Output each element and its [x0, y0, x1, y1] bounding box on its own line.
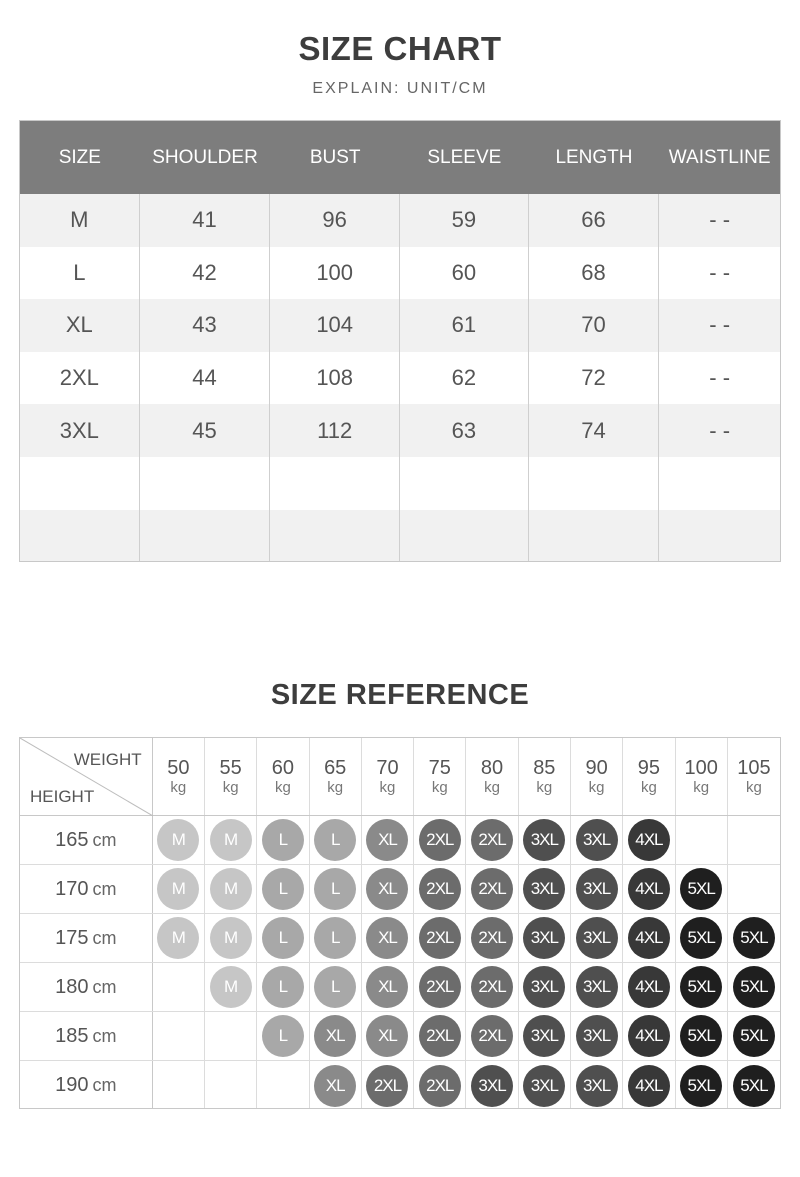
- height-value: 185: [55, 1024, 89, 1047]
- size-chart-row: [20, 352, 780, 405]
- weight-column-header: [623, 738, 675, 815]
- size-badge: 3XL: [576, 819, 618, 861]
- height-unit: cm: [92, 927, 117, 948]
- size-chart-row: [20, 457, 780, 510]
- size-cell: [571, 963, 623, 1011]
- size-badge: L: [262, 819, 304, 861]
- cell-bust: 100: [270, 247, 400, 300]
- weight-label: WEIGHT: [73, 750, 142, 769]
- size-badge: L: [262, 1015, 304, 1057]
- size-cell: [205, 865, 257, 913]
- size-cell: [257, 1012, 309, 1060]
- size-reference-title: SIZE REFERENCE: [270, 679, 530, 711]
- size-badge: 2XL: [471, 819, 513, 861]
- size-badge: M: [157, 819, 199, 861]
- size-cell: [623, 914, 675, 962]
- size-chart-header-row: [20, 121, 780, 194]
- weight-unit: kg: [536, 778, 553, 796]
- size-cell: [623, 1012, 675, 1060]
- cell-size: [20, 510, 140, 562]
- size-chart-row: [20, 247, 780, 300]
- size-cell: [519, 963, 571, 1011]
- size-reference-table: [19, 737, 781, 1109]
- weight-column-header: [676, 738, 728, 815]
- height-unit: cm: [92, 1075, 117, 1095]
- weight-value: 100: [684, 756, 718, 779]
- weight-value: 95: [637, 756, 660, 779]
- size-badge: 2XL: [419, 966, 461, 1008]
- size-reference-row: [20, 963, 780, 1012]
- size-reference-body: [20, 816, 780, 1109]
- size-badge: L: [314, 868, 356, 910]
- size-cell: [362, 914, 414, 962]
- height-label: HEIGHT: [30, 787, 95, 806]
- size-chart-row: [20, 404, 780, 457]
- size-cell: [310, 963, 362, 1011]
- size-cell: [153, 1061, 205, 1109]
- cell-bust: [270, 510, 400, 562]
- header-size: SIZE: [58, 146, 101, 168]
- cell-size: 3XL: [20, 404, 140, 457]
- size-badge: 4XL: [628, 917, 670, 959]
- size-badge: XL: [366, 1015, 408, 1057]
- height-cell: [20, 865, 153, 913]
- cell-waistline: - -: [709, 417, 731, 443]
- size-chart-body: [20, 194, 780, 562]
- weight-value: 70: [376, 756, 399, 779]
- size-cell: [466, 816, 518, 864]
- height-cell: [20, 963, 153, 1011]
- height-value: 190: [55, 1074, 89, 1096]
- size-reference-header-row: [20, 738, 780, 816]
- weight-unit: kg: [746, 778, 762, 796]
- height-unit: cm: [92, 1025, 117, 1046]
- cell-length: 72: [529, 352, 660, 405]
- size-badge: XL: [366, 966, 408, 1008]
- size-cell: [519, 1061, 571, 1109]
- size-badge: XL: [366, 868, 408, 910]
- size-badge: L: [262, 917, 304, 959]
- size-cell: [205, 1061, 257, 1109]
- size-badge: 5XL: [680, 917, 722, 959]
- height-value: 165: [55, 828, 89, 851]
- size-badge: 3XL: [523, 868, 565, 910]
- size-badge: 2XL: [471, 1015, 513, 1057]
- size-badge: L: [314, 966, 356, 1008]
- size-badge: 4XL: [628, 1015, 670, 1057]
- size-cell: [728, 816, 780, 864]
- size-badge: 5XL: [680, 1015, 722, 1057]
- header-bust: BUST: [309, 146, 361, 168]
- size-badge: 2XL: [366, 1065, 408, 1107]
- weight-column-header: [310, 738, 362, 815]
- cell-waistline: - -: [709, 259, 731, 285]
- size-cell: [623, 963, 675, 1011]
- size-cell: [466, 963, 518, 1011]
- size-badge: 2XL: [419, 917, 461, 959]
- size-cell: [676, 1012, 728, 1060]
- size-badge: 2XL: [419, 868, 461, 910]
- size-reference-row: [20, 816, 780, 865]
- header-sleeve: SLEEVE: [427, 146, 502, 168]
- size-cell: [362, 865, 414, 913]
- size-badge: 5XL: [733, 966, 775, 1008]
- size-badge: 3XL: [523, 819, 565, 861]
- weight-column-header: [571, 738, 623, 815]
- size-cell: [257, 914, 309, 962]
- cell-shoulder: 41: [140, 194, 271, 247]
- size-badge: L: [314, 917, 356, 959]
- size-cell: [676, 1061, 728, 1109]
- size-cell: [153, 816, 205, 864]
- cell-bust: [270, 457, 400, 510]
- height-value: 175: [55, 926, 89, 949]
- size-chart-title: SIZE CHART: [298, 30, 502, 67]
- cell-sleeve: 62: [400, 352, 529, 405]
- weight-unit: kg: [484, 778, 500, 796]
- size-cell: [414, 1012, 466, 1060]
- cell-length: 74: [529, 404, 660, 457]
- cell-bust: 96: [270, 194, 400, 247]
- size-cell: [310, 914, 362, 962]
- size-cell: [205, 816, 257, 864]
- size-cell: [362, 1061, 414, 1109]
- size-cell: [519, 865, 571, 913]
- size-cell: [414, 816, 466, 864]
- size-reference-row: [20, 1061, 780, 1109]
- size-cell: [676, 865, 728, 913]
- weight-value: 65: [324, 756, 347, 779]
- size-cell: [571, 865, 623, 913]
- size-badge: 4XL: [628, 868, 670, 910]
- size-chart-subtitle: EXPLAIN: UNIT/CM: [312, 80, 488, 97]
- height-cell: [20, 1012, 153, 1060]
- cell-waistline: [659, 457, 780, 510]
- size-badge: 4XL: [628, 1065, 670, 1107]
- height-cell: [20, 914, 153, 962]
- size-cell: [623, 1061, 675, 1109]
- cell-bust: 108: [270, 352, 400, 405]
- cell-sleeve: [400, 457, 529, 510]
- size-cell: [414, 963, 466, 1011]
- weight-column-header: [257, 738, 309, 815]
- size-badge: M: [210, 868, 252, 910]
- cell-length: [529, 510, 660, 562]
- cell-shoulder: 45: [140, 404, 271, 457]
- weight-unit: kg: [170, 778, 187, 796]
- size-cell: [571, 816, 623, 864]
- size-chart-row: [20, 510, 780, 562]
- size-badge: 5XL: [680, 966, 722, 1008]
- size-cell: [571, 1061, 623, 1109]
- header-shoulder: SHOULDER: [152, 146, 258, 168]
- cell-size: M: [20, 194, 140, 247]
- size-badge: XL: [366, 819, 408, 861]
- cell-size: [20, 457, 140, 510]
- weight-value: 50: [167, 756, 190, 779]
- cell-shoulder: 42: [140, 247, 271, 300]
- size-badge: 4XL: [628, 966, 670, 1008]
- size-cell: [414, 914, 466, 962]
- height-cell: [20, 816, 153, 864]
- size-chart-row: [20, 299, 780, 352]
- size-badge: 3XL: [576, 1015, 618, 1057]
- size-cell: [571, 914, 623, 962]
- height-unit: cm: [92, 976, 117, 997]
- cell-waistline: - -: [709, 365, 731, 391]
- size-badge: M: [157, 868, 199, 910]
- size-cell: [257, 1061, 309, 1109]
- weight-height-corner: [20, 738, 153, 815]
- weight-unit: kg: [640, 778, 657, 796]
- size-cell: [153, 914, 205, 962]
- size-cell: [414, 865, 466, 913]
- cell-length: [529, 457, 660, 510]
- size-badge: 2XL: [419, 819, 461, 861]
- size-badge: 5XL: [680, 868, 722, 910]
- size-cell: [676, 914, 728, 962]
- cell-size: 2XL: [20, 352, 140, 405]
- weight-column-header: [466, 738, 518, 815]
- cell-shoulder: [140, 457, 271, 510]
- size-badge: L: [262, 868, 304, 910]
- size-cell: [205, 1012, 257, 1060]
- size-cell: [310, 865, 362, 913]
- size-cell: [623, 865, 675, 913]
- weight-value: 80: [480, 756, 504, 779]
- size-badge: 3XL: [471, 1065, 513, 1107]
- size-cell: [571, 1012, 623, 1060]
- size-reference-row: [20, 865, 780, 914]
- size-badge: M: [210, 966, 252, 1008]
- cell-sleeve: 60: [400, 247, 529, 300]
- size-badge: 5XL: [733, 1015, 775, 1057]
- size-cell: [414, 1061, 466, 1109]
- size-cell: [519, 816, 571, 864]
- size-cell: [153, 865, 205, 913]
- size-cell: [153, 963, 205, 1011]
- size-chart-table: [19, 120, 781, 562]
- size-chart-row: [20, 194, 780, 247]
- weight-column-header: [153, 738, 205, 815]
- weight-value: 105: [737, 756, 771, 779]
- size-cell: [728, 1012, 780, 1060]
- cell-size: L: [20, 247, 140, 300]
- size-cell: [676, 816, 728, 864]
- cell-waistline: - -: [709, 312, 731, 338]
- size-cell: [362, 963, 414, 1011]
- weight-column-header: [205, 738, 257, 815]
- size-reference-row: [20, 1012, 780, 1061]
- size-reference-row: [20, 914, 780, 963]
- weight-column-header: [414, 738, 466, 815]
- weight-unit: kg: [693, 778, 710, 796]
- cell-sleeve: 61: [400, 299, 529, 352]
- cell-length: 70: [529, 299, 660, 352]
- size-badge: 3XL: [576, 917, 618, 959]
- size-cell: [310, 1061, 362, 1109]
- cell-shoulder: [140, 510, 271, 562]
- weight-column-header: [519, 738, 571, 815]
- size-badge: 3XL: [523, 1015, 565, 1057]
- cell-sleeve: 63: [400, 404, 529, 457]
- size-badge: XL: [314, 1065, 356, 1107]
- size-badge: L: [314, 819, 356, 861]
- weight-value: 90: [585, 756, 608, 779]
- size-cell: [676, 963, 728, 1011]
- weight-unit: kg: [379, 778, 396, 796]
- size-badge: 3XL: [576, 868, 618, 910]
- size-cell: [519, 1012, 571, 1060]
- weight-column-header: [362, 738, 414, 815]
- size-cell: [257, 865, 309, 913]
- size-badge: 3XL: [576, 966, 618, 1008]
- size-cell: [205, 914, 257, 962]
- weight-unit: kg: [274, 778, 291, 796]
- size-badge: 5XL: [733, 917, 775, 959]
- size-badge: M: [157, 917, 199, 959]
- cell-length: 68: [529, 247, 660, 300]
- cell-sleeve: [400, 510, 529, 562]
- size-cell: [466, 1012, 518, 1060]
- size-cell: [310, 816, 362, 864]
- header-waistline: WAISTLINE: [668, 146, 771, 168]
- size-cell: [466, 865, 518, 913]
- weight-value: 60: [271, 756, 295, 779]
- height-unit: cm: [92, 878, 117, 899]
- size-cell: [205, 963, 257, 1011]
- size-badge: 3XL: [576, 1065, 618, 1107]
- size-cell: [728, 963, 780, 1011]
- size-badge: 2XL: [419, 1015, 461, 1057]
- cell-shoulder: 43: [140, 299, 271, 352]
- size-badge: XL: [314, 1015, 356, 1057]
- size-cell: [728, 1061, 780, 1109]
- height-unit: cm: [92, 829, 117, 850]
- size-badge: 3XL: [523, 917, 565, 959]
- size-cell: [257, 816, 309, 864]
- size-badge: 4XL: [628, 819, 670, 861]
- weight-value: 85: [533, 756, 556, 779]
- size-badge: L: [262, 966, 304, 1008]
- size-badge: 3XL: [523, 1065, 565, 1107]
- cell-waistline: [659, 510, 780, 562]
- cell-bust: 112: [270, 404, 400, 457]
- cell-sleeve: 59: [400, 194, 529, 247]
- size-cell: [153, 1012, 205, 1060]
- size-badge: 2XL: [471, 868, 513, 910]
- size-cell: [519, 914, 571, 962]
- height-value: 170: [55, 877, 89, 900]
- size-badge: 5XL: [733, 1065, 775, 1107]
- size-cell: [466, 914, 518, 962]
- size-cell: [362, 1012, 414, 1060]
- size-cell: [310, 1012, 362, 1060]
- weight-value: 75: [428, 756, 451, 779]
- height-value: 180: [55, 975, 89, 998]
- size-cell: [466, 1061, 518, 1109]
- size-cell: [728, 865, 780, 913]
- size-badge: M: [210, 819, 252, 861]
- cell-length: 66: [529, 194, 660, 247]
- size-badge: XL: [366, 917, 408, 959]
- size-badge: 2XL: [471, 966, 513, 1008]
- weight-unit: kg: [222, 778, 239, 796]
- size-cell: [362, 816, 414, 864]
- size-badge: 3XL: [523, 966, 565, 1008]
- header-length: LENGTH: [555, 146, 633, 168]
- size-badge: 2XL: [471, 917, 513, 959]
- cell-shoulder: 44: [140, 352, 271, 405]
- size-badge: 5XL: [680, 1065, 722, 1107]
- size-cell: [728, 914, 780, 962]
- weight-unit: kg: [588, 778, 605, 796]
- size-cell: [257, 963, 309, 1011]
- size-badge: M: [210, 917, 252, 959]
- height-cell: [20, 1061, 153, 1109]
- size-badge: 2XL: [419, 1065, 461, 1107]
- cell-size: XL: [20, 299, 140, 352]
- cell-waistline: - -: [709, 207, 731, 233]
- weight-unit: kg: [431, 778, 448, 796]
- weight-column-header: [728, 738, 780, 815]
- size-cell: [623, 816, 675, 864]
- cell-bust: 104: [270, 299, 400, 352]
- weight-unit: kg: [327, 778, 344, 796]
- weight-value: 55: [219, 756, 242, 779]
